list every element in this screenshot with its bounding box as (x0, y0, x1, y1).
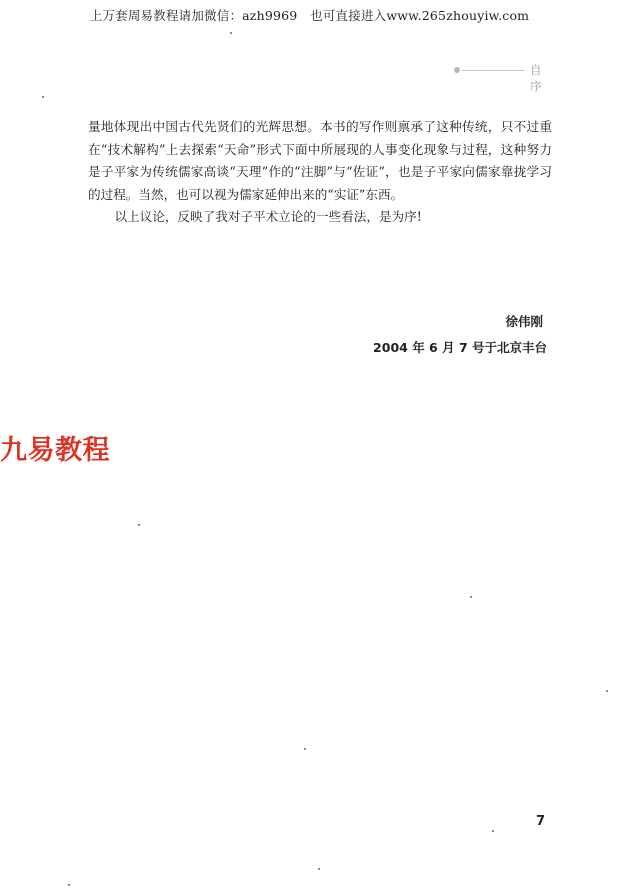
scan-speck (230, 32, 232, 34)
signature-date: 2004 年 6 月 7 号于北京丰台 (373, 340, 547, 355)
scan-speck (68, 884, 70, 886)
watermark-banner: 上万套周易教程请加微信：azh9969 也可直接进入www.265zhouyiw.com (89, 8, 530, 23)
author-name: 徐伟刚 (505, 314, 543, 329)
red-stamp-text: 九易教程 (0, 435, 110, 466)
page-number: 7 (536, 814, 546, 829)
scan-speck (138, 524, 140, 526)
bullet-dot-icon (454, 67, 460, 73)
scan-speck (492, 830, 494, 832)
scan-speck (606, 690, 608, 692)
paragraph-closing: 以上议论，反映了我对子平术立论的一些看法，是为序! (114, 209, 422, 225)
running-head-label: 自序 (530, 63, 551, 93)
header-rule (462, 70, 524, 71)
running-head (440, 62, 560, 93)
scan-speck (42, 96, 44, 98)
paragraph-continued: 量地体现出中国古代先贤们的光辉思想。本书的写作则禀承了这种传统，只不过重在“技术解构”上去探索“天命”形式下面中所展现的人事变化现象与过程，这种努力是子平家为传统儒家高谈“天理”作的“注脚”与“佐证”，也是子平家向儒家靠拢学习的过程。当然，也可以视为儒家延伸出来的“实证”东西。 (88, 119, 552, 202)
scan-speck (304, 748, 306, 750)
scan-speck (470, 596, 472, 598)
body-text (88, 116, 552, 229)
scan-speck (318, 868, 320, 870)
signature-block (373, 312, 547, 358)
